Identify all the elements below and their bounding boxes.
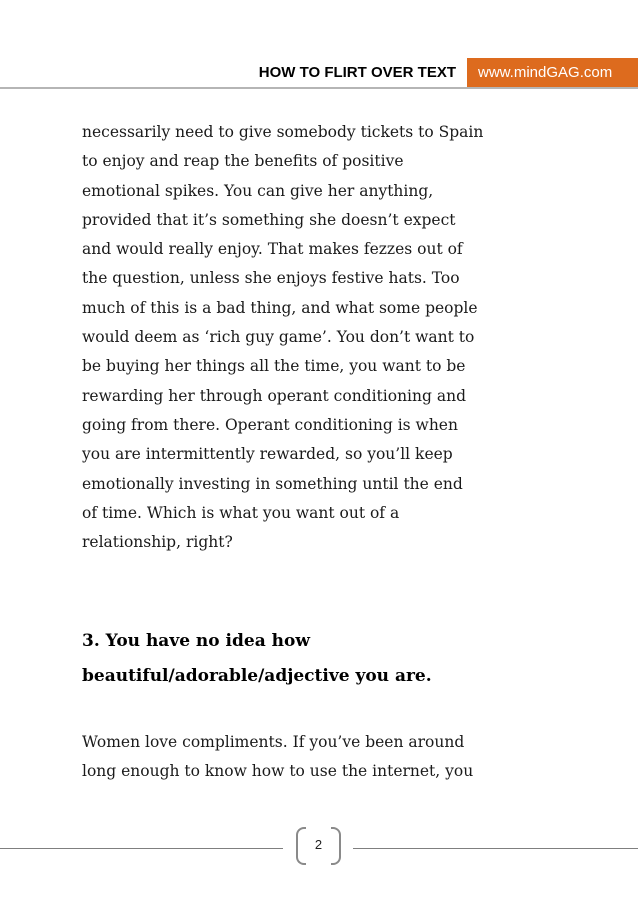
header-divider xyxy=(0,87,638,89)
text-line: relationship, right? xyxy=(82,533,233,552)
text-line: you are intermittently rewarded, so you’ll keep xyxy=(82,445,453,464)
header-title: HOW TO FLIRT OVER TEXT xyxy=(258,64,456,81)
text-line: the question, unless she enjoys festive hats. Too xyxy=(82,269,460,288)
paragraph-2 xyxy=(82,728,562,787)
text-line: going from there. Operant conditioning is when xyxy=(82,415,458,434)
right-bracket-icon xyxy=(331,827,341,865)
footer-rule-right xyxy=(353,848,638,849)
page-number: 2 xyxy=(314,837,323,852)
section-heading xyxy=(82,624,562,694)
text-line: much of this is a bad thing, and what some people xyxy=(82,298,478,317)
text-line: long enough to know how to use the internet, you xyxy=(82,762,474,781)
heading-line: 3. You have no idea how xyxy=(82,631,310,651)
text-line: necessarily need to give somebody tickets to Spain xyxy=(82,123,484,141)
text-line: and would really enjoy. That makes fezzes out of xyxy=(82,240,463,259)
text-line: Women love compliments. If you’ve been around xyxy=(82,733,465,751)
text-line: emotionally investing in something until the end xyxy=(82,474,463,493)
heading-line: beautiful/adorable/adjective you are. xyxy=(82,666,432,686)
text-line: be buying her things all the time, you want to be xyxy=(82,357,466,376)
text-line: provided that it’s something she doesn’t expect xyxy=(82,210,456,229)
text-line: would deem as ‘rich guy game’. You don’t want to xyxy=(82,328,475,347)
page-footer xyxy=(0,825,638,867)
text-line: rewarding her through operant conditioning and xyxy=(82,386,466,405)
paragraph-1 xyxy=(82,118,562,557)
header-site-badge: www.mindGAG.com xyxy=(467,58,638,87)
text-line: of time. Which is what you want out of a xyxy=(82,503,400,522)
footer-rule-left xyxy=(0,848,283,849)
page-header xyxy=(0,58,638,87)
text-line: to enjoy and reap the benefits of positive xyxy=(82,152,404,171)
text-line: emotional spikes. You can give her anything, xyxy=(82,181,434,200)
left-bracket-icon xyxy=(296,827,306,865)
